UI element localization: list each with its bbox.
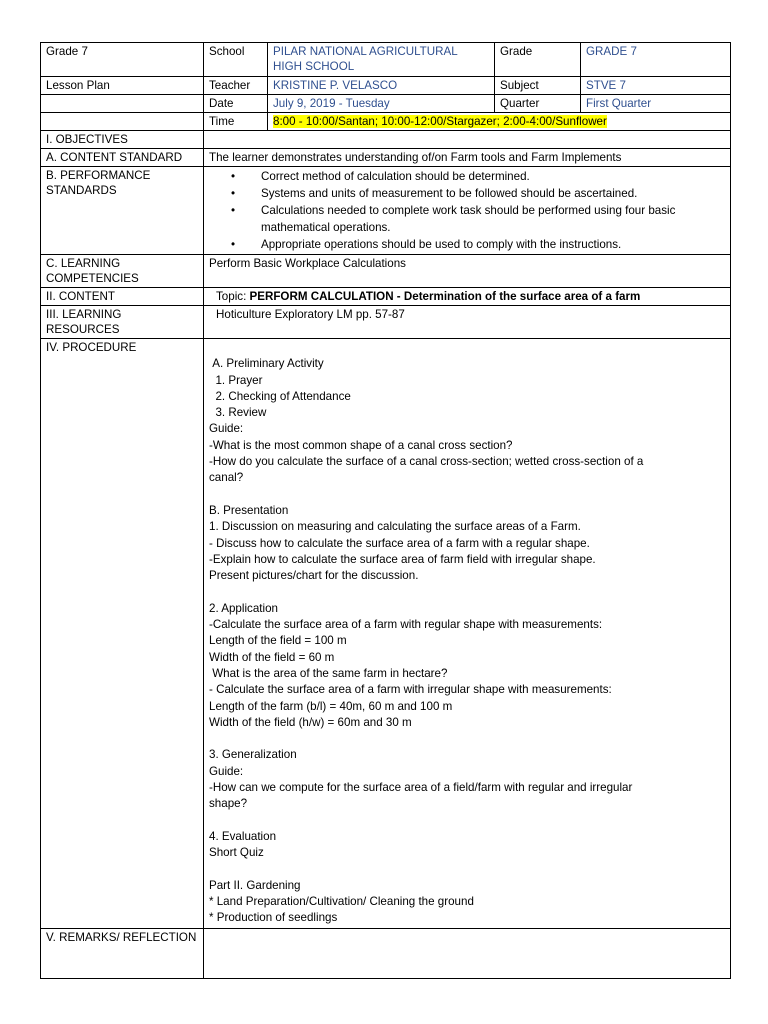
- row-time: [41, 113, 731, 131]
- content-topic-prefix: Topic:: [216, 290, 250, 303]
- row-resources: [41, 306, 731, 339]
- procedure-content: [204, 339, 731, 929]
- resources-value: Hoticulture Exploratory LM pp. 57-87: [204, 306, 731, 339]
- performance-standards-label: B. PERFORMANCE STANDARDS: [41, 167, 204, 255]
- lesson-plan-table: [40, 42, 731, 979]
- resources-label: III. LEARNING RESOURCES: [41, 306, 204, 339]
- procedure-line: 1. Discussion on measuring and calculating the surface areas of a Farm.: [209, 520, 581, 534]
- list-item: • Appropriate operations should be used to comply with the instructions.: [251, 236, 725, 253]
- school-value: PILAR NATIONAL AGRICULTURAL HIGH SCHOOL: [268, 43, 495, 77]
- procedure-line: 2. Checking of Attendance: [209, 389, 351, 403]
- quarter-value: First Quarter: [581, 95, 731, 113]
- date-value: July 9, 2019 - Tuesday: [268, 95, 495, 113]
- objectives-label: I. OBJECTIVES: [41, 131, 204, 149]
- procedure-line: [209, 862, 725, 878]
- procedure-line: A. Preliminary Activity: [209, 357, 324, 371]
- procedure-line: * Land Preparation/Cultivation/ Cleaning the ground: [209, 895, 474, 909]
- procedure-line: [209, 340, 725, 356]
- teacher-label: Teacher: [204, 77, 268, 95]
- procedure-line: Present pictures/chart for the discussion.: [209, 569, 419, 583]
- row-content-standard: [41, 149, 731, 167]
- performance-standards-list: [209, 168, 725, 253]
- procedure-line: -Calculate the surface area of a farm with regular shape with measurements:: [209, 618, 603, 632]
- list-item: • Calculations needed to complete work task should be performed using four basic mathematical operations.: [251, 202, 725, 236]
- content-standard-value: The learner demonstrates understanding of/on Farm tools and Farm Implements: [204, 149, 731, 167]
- row-competencies: [41, 255, 731, 288]
- date-label: Date: [204, 95, 268, 113]
- grade-value: GRADE 7: [581, 43, 731, 77]
- content-standard-label: A. CONTENT STANDARD: [41, 149, 204, 167]
- procedure-line: -What is the most common shape of a canal cross section?: [209, 438, 513, 452]
- procedure-line: [209, 813, 725, 829]
- procedure-line: What is the area of the same farm in hectare?: [209, 666, 448, 680]
- remarks-value: [204, 928, 731, 978]
- procedure-line: Width of the field (h/w) = 60m and 30 m: [209, 715, 412, 729]
- procedure-line: Part II. Gardening: [209, 878, 301, 892]
- subject-value: STVE 7: [581, 77, 731, 95]
- procedure-line: canal?: [209, 471, 244, 485]
- procedure-line: Guide:: [209, 764, 244, 778]
- lesson-plan-label: Lesson Plan: [41, 77, 204, 95]
- remarks-label: V. REMARKS/ REFLECTION: [41, 928, 204, 978]
- procedure-line: [209, 487, 725, 503]
- procedure-line: * Production of seedlings: [209, 911, 338, 925]
- row-performance-standards: [41, 167, 731, 255]
- procedure-line: 4. Evaluation: [209, 829, 277, 843]
- time-value: 8:00 - 10:00/Santan; 10:00-12:00/Stargazer; 2:00-4:00/Sunflower: [273, 115, 607, 128]
- procedure-line: -Explain how to calculate the surface area of farm field with irregular shape.: [209, 552, 596, 566]
- procedure-line: -How do you calculate the surface of a canal cross-section; wetted cross-section of a: [209, 455, 644, 469]
- procedure-line: 3. Generalization: [209, 748, 297, 762]
- competencies-label: C. LEARNING COMPETENCIES: [41, 255, 204, 288]
- procedure-line: -How can we compute for the surface area of a field/farm with regular and irregular: [209, 781, 633, 795]
- procedure-line: Length of the farm (b/l) = 40m, 60 m and 100 m: [209, 699, 453, 713]
- procedure-line: B. Presentation: [209, 503, 289, 517]
- row-date: [41, 95, 731, 113]
- row-content: [41, 288, 731, 306]
- procedure-line: Length of the field = 100 m: [209, 634, 347, 648]
- content-topic: PERFORM CALCULATION - Determination of the surface area of a farm: [249, 290, 641, 303]
- school-label: School: [204, 43, 268, 77]
- row-procedure: [41, 339, 731, 929]
- content-label: II. CONTENT: [41, 288, 204, 306]
- row-teacher: [41, 77, 731, 95]
- grade-label: Grade 7: [41, 43, 204, 77]
- procedure-line: [209, 584, 725, 600]
- list-item: • Systems and units of measurement to be followed should be ascertained.: [251, 185, 725, 202]
- competencies-value: Perform Basic Workplace Calculations: [204, 255, 731, 288]
- procedure-line: 2. Application: [209, 601, 278, 615]
- quarter-label: Quarter: [495, 95, 581, 113]
- subject-label: Subject: [495, 77, 581, 95]
- procedure-line: - Calculate the surface area of a farm with irregular shape with measurements:: [209, 683, 612, 697]
- procedure-line: 3. Review: [209, 406, 267, 420]
- teacher-value: KRISTINE P. VELASCO: [268, 77, 495, 95]
- row-school: [41, 43, 731, 77]
- time-label: Time: [204, 113, 268, 131]
- procedure-line: Guide:: [209, 422, 244, 436]
- procedure-line: Short Quiz: [209, 846, 264, 860]
- procedure-line: Width of the field = 60 m: [209, 650, 335, 664]
- procedure-label: IV. PROCEDURE: [41, 339, 204, 929]
- procedure-line: 1. Prayer: [209, 373, 263, 387]
- procedure-line: shape?: [209, 797, 248, 811]
- row-remarks: [41, 928, 731, 978]
- grade-key: Grade: [495, 43, 581, 77]
- list-item: • Correct method of calculation should be determined.: [251, 168, 725, 185]
- row-objectives: [41, 131, 731, 149]
- procedure-line: - Discuss how to calculate the surface area of a farm with a regular shape.: [209, 536, 590, 550]
- procedure-line: [209, 731, 725, 747]
